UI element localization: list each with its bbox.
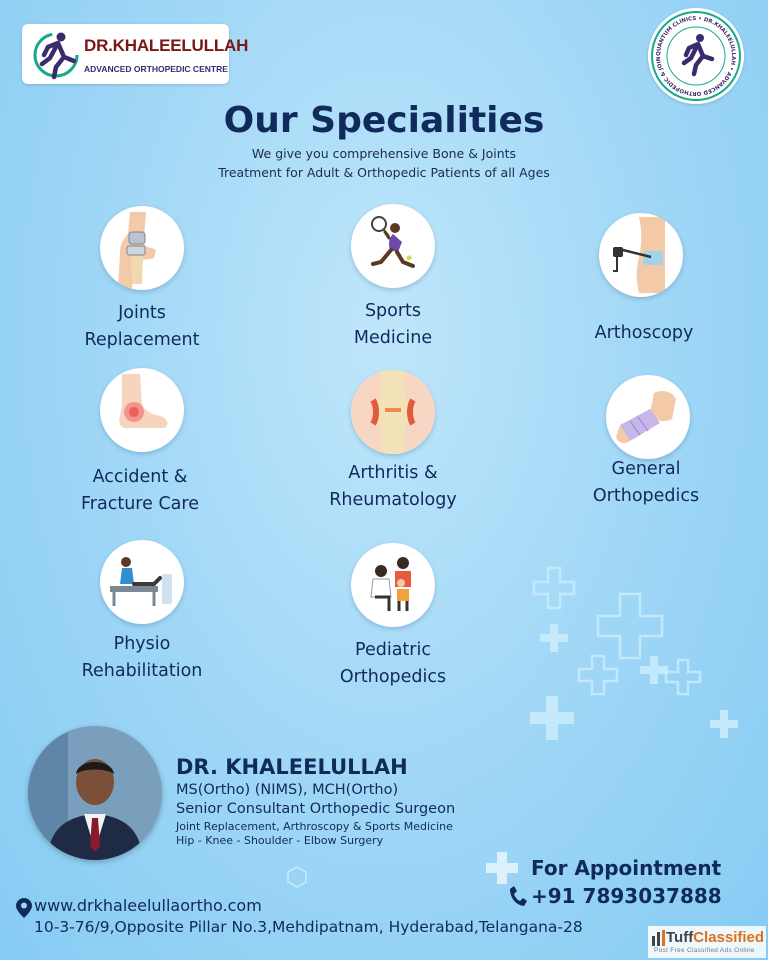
speciality-joints-replacement: [27, 300, 257, 354]
phone-icon: [509, 885, 527, 907]
tuffclassified-watermark: [648, 926, 766, 958]
bandaged-arm-icon: [606, 375, 690, 459]
speciality-accident-fracture-care: [25, 464, 255, 518]
speciality-pediatric-orthopedics: [278, 637, 508, 691]
watermark-name-part1: Tuff: [666, 929, 694, 946]
clinic-logo: [22, 24, 249, 84]
speciality-arthritis-rheumatology: [278, 460, 508, 514]
speciality-line-2: Replacement: [84, 330, 200, 350]
physiotherapy-icon: [100, 540, 184, 624]
arthritic-joint-icon: [351, 370, 435, 454]
doctor-with-child-icon: [351, 543, 435, 627]
speciality-line-2: Medicine: [353, 328, 433, 348]
runner-logo-icon: [30, 28, 82, 80]
clinic-seal: [648, 8, 744, 104]
appointment-cross-decoration: [484, 850, 520, 886]
doctor-focus: Joint Replacement, Arthroscopy & Sports Medicine: [176, 820, 453, 833]
logo-subtitle: ADVANCED ORTHOPEDIC CENTRE: [84, 64, 228, 74]
doctor-designation: Senior Consultant Orthopedic Surgeon: [176, 801, 456, 817]
speciality-line-1: Arthritis &: [348, 463, 438, 483]
watermark-name: [666, 929, 764, 946]
speciality-physio-rehabilitation: [27, 631, 257, 685]
speciality-line-1: General: [611, 459, 681, 479]
doctor-photo: [28, 726, 162, 860]
appointment-title: For Appointment: [531, 856, 722, 880]
speciality-arthoscopy: [529, 320, 759, 347]
watermark-name-part2: Classified: [693, 929, 765, 946]
doctor-surgeries: Hip - Knee - Shoulder - Elbow Surgery: [176, 834, 384, 847]
knee-joint-icon: [100, 206, 184, 290]
hexagon-decoration: [287, 866, 307, 888]
appointment-phone[interactable]: +91 7893037888: [531, 884, 722, 908]
speciality-line-1: Joints: [118, 303, 166, 323]
speciality-line-2: Orthopedics: [339, 667, 447, 687]
arthroscope-icon: [599, 213, 683, 297]
speciality-line-2: Rheumatology: [329, 490, 457, 510]
speciality-line-2: Fracture Care: [81, 494, 199, 514]
clinic-address: 10-3-76/9,Opposite Pillar No.3,Mehdipatnam, Hyderabad,Telangana-28: [34, 918, 583, 936]
subtitle-line-2: Treatment for Adult & Orthopedic Patients of all Ages: [218, 165, 550, 180]
doctor-name: DR. KHALEELULLAH: [176, 755, 408, 779]
speciality-general-orthopedics: [531, 456, 761, 510]
medical-crosses-decoration: [520, 560, 768, 760]
seal-runner-icon: [648, 8, 744, 104]
page-title: Our Specialities: [223, 100, 545, 141]
website-link[interactable]: www.drkhaleelullaortho.com: [34, 896, 262, 915]
tennis-player-icon: [351, 204, 435, 288]
speciality-line-1: Pediatric: [355, 640, 431, 660]
speciality-line-2: Orthopedics: [592, 486, 700, 506]
speciality-line-2: Rehabilitation: [81, 661, 203, 681]
speciality-line-1: Physio: [113, 634, 171, 654]
seal-text: QUANTUM CLINICS • DR.KHALEELULLAH • ADVANCED ORTHOPEDIC & JOIN: [655, 15, 737, 97]
speciality-line-1: Sports: [364, 301, 422, 321]
logo-name: DR.KHALEELULLAH: [84, 36, 249, 55]
speciality-line-1: Arthoscopy: [594, 323, 694, 343]
location-pin-icon: [16, 898, 32, 918]
doctor-qualifications: MS(Ortho) (NIMS), MCH(Ortho): [176, 782, 399, 798]
speciality-line-1: Accident &: [92, 467, 188, 487]
subtitle-line-1: We give you comprehensive Bone & Joints: [251, 146, 517, 161]
speciality-sports-medicine: [278, 298, 508, 352]
injured-ankle-icon: [100, 368, 184, 452]
watermark-tagline: Post Free Classified Ads Online: [654, 947, 755, 954]
bar-logo-icon: [652, 930, 666, 946]
